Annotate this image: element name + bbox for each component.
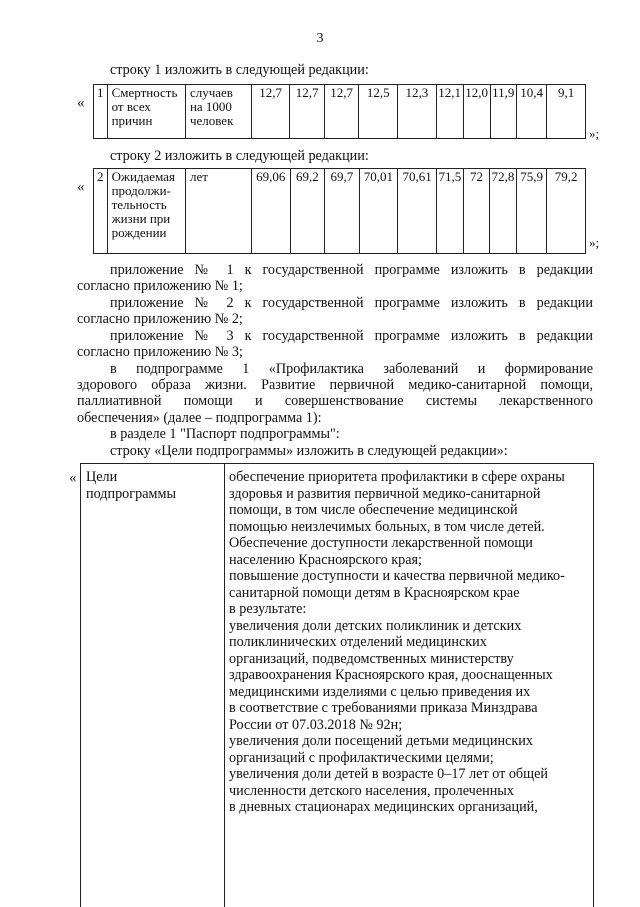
goals-content [229,469,589,816]
goals-label-line: Цели [86,469,118,485]
goals-line: обеспечение приоритета профилактики в сфере охраны [229,469,565,485]
goals-line: в дневных стационарах медицинских организаций, [229,799,538,815]
row2-name-line: рождении [111,225,167,240]
goals-line: помощи, в том числе обеспечение медицинской [229,502,518,518]
row1-name-line: причин [111,113,153,128]
row2-value: 79,2 [547,169,586,254]
row2-name-line: жизни при [111,211,171,226]
paragraph-line: приложение № 3 к государственной программе изложить в редакции [110,328,593,344]
row2-value: 71,5 [436,169,463,254]
row2-value: 70,01 [359,169,398,254]
goals-table [80,463,594,907]
row2-value: 69,06 [251,169,290,254]
goals-label [86,469,176,502]
open-quote-3: « [69,470,77,486]
row2-table [93,168,586,254]
row1-value: 12,1 [436,85,463,139]
row2-value: 69,2 [290,169,325,254]
paragraph-line: приложение № 2 к государственной программе изложить в редакции [110,295,593,311]
table-row [94,85,586,139]
row2-value: 70,61 [398,169,437,254]
table-row [94,169,586,254]
row2-value: 72 [463,169,489,254]
row1-value: 12,7 [324,85,358,139]
row1-unit-line: человек [189,113,234,128]
row1-index: 1 [94,85,108,139]
goals-line: поликлинических отделений медицинских [229,634,487,650]
row1-value: 12,7 [251,85,290,139]
row1-intro: строку 1 изложить в следующей редакции: [110,62,369,78]
row1-value: 12,5 [359,85,398,139]
row2-name-line: Ожидаемая [111,169,175,184]
goals-label-line: подпрограммы [86,485,176,502]
row2-name-line: тельность [111,197,167,212]
paragraph-line: согласно приложению № 2; [77,311,243,327]
paragraph-line: приложение № 1 к государственной программе изложить в редакции [110,262,593,278]
goals-line: организаций с профилактическими целями; [229,749,494,766]
row1-name [107,85,185,139]
row2-name-line: продолжи- [111,183,171,198]
row1-value: 12,7 [290,85,324,139]
paragraph-line: согласно приложению № 3; [77,344,243,360]
row1-table [93,84,586,139]
goals-line: увеличения доли посещений детьми медицинских [229,733,533,749]
paragraph-line: согласно приложению № 1; [77,278,243,294]
goals-line: России от 07.03.2018 № 92н; [229,716,403,733]
goals-line: медицинскими изделиями с целью приведения их [229,683,531,700]
goals-line: здоровья и развития первичной медико-санитарной [229,485,541,502]
row1-name-line: Смертность [111,85,178,100]
open-quote-2: « [77,179,85,195]
page-number: 3 [316,31,324,46]
goals-line: Обеспечение доступности лекарственной помощи [229,535,533,551]
row2-value: 72,8 [490,169,517,254]
goals-line: в результате: [229,601,307,617]
row1-value: 12,0 [463,85,490,139]
goals-line: организаций, подведомственных министерству [229,650,514,667]
row1-name-line: от всех [111,99,151,114]
row1-value: 10,4 [516,85,546,139]
row2-intro: строку 2 изложить в следующей редакции: [110,148,369,164]
row1-value: 11,9 [490,85,516,139]
goals-line: увеличения доли детей в возрасте 0–17 лет от общей [229,766,548,782]
row2-value: 69,7 [325,169,360,254]
goals-line: населению Красноярского края; [229,551,422,568]
close-quote-1: »; [589,126,600,141]
row1-unit [185,85,251,139]
row1-unit-line: случаев [189,85,233,100]
close-quote-2: »; [589,235,600,250]
row2-name [107,169,185,254]
goals-line: в соответствие с требованиями приказа Минздрава [229,700,538,716]
paragraph-line: паллиативной помощи и совершенствование системы лекарственного [77,393,593,409]
row2-value: 75,9 [516,169,546,254]
goals-line: повышение доступности и качества первичной медико- [229,568,565,584]
row2-index: 2 [94,169,108,254]
row1-unit-line: на 1000 [189,99,232,114]
row2-unit: лет [186,169,252,254]
row1-value: 9,1 [547,85,586,139]
paragraph-line: в разделе 1 "Паспорт подпрограммы": [110,426,340,442]
goals-line: здравоохранения Красноярского края, дооснащенных [229,667,553,683]
table-divider [224,464,225,907]
paragraph-line: здорового образа жизни. Развитие первичной медико-санитарной помощи, [77,377,593,393]
goals-line: численности детского населения, пролеченных [229,782,514,799]
paragraph-line: строку «Цели подпрограммы» изложить в следующей редакции»: [110,443,508,459]
row1-value: 12,3 [398,85,437,139]
goals-line: санитарной помощи детям в Красноярском крае [229,584,520,601]
goals-line: помощью неизлечимых больных, в том числе детей. [229,518,545,535]
open-quote-1: « [77,95,85,111]
goals-line: увеличения доли детских поликлиник и детских [229,617,522,634]
paragraph-line: обеспечения» (далее – подпрограмма 1): [77,410,322,426]
paragraph-line: в подпрограмме 1 «Профилактика заболеваний и формирование [110,361,593,377]
